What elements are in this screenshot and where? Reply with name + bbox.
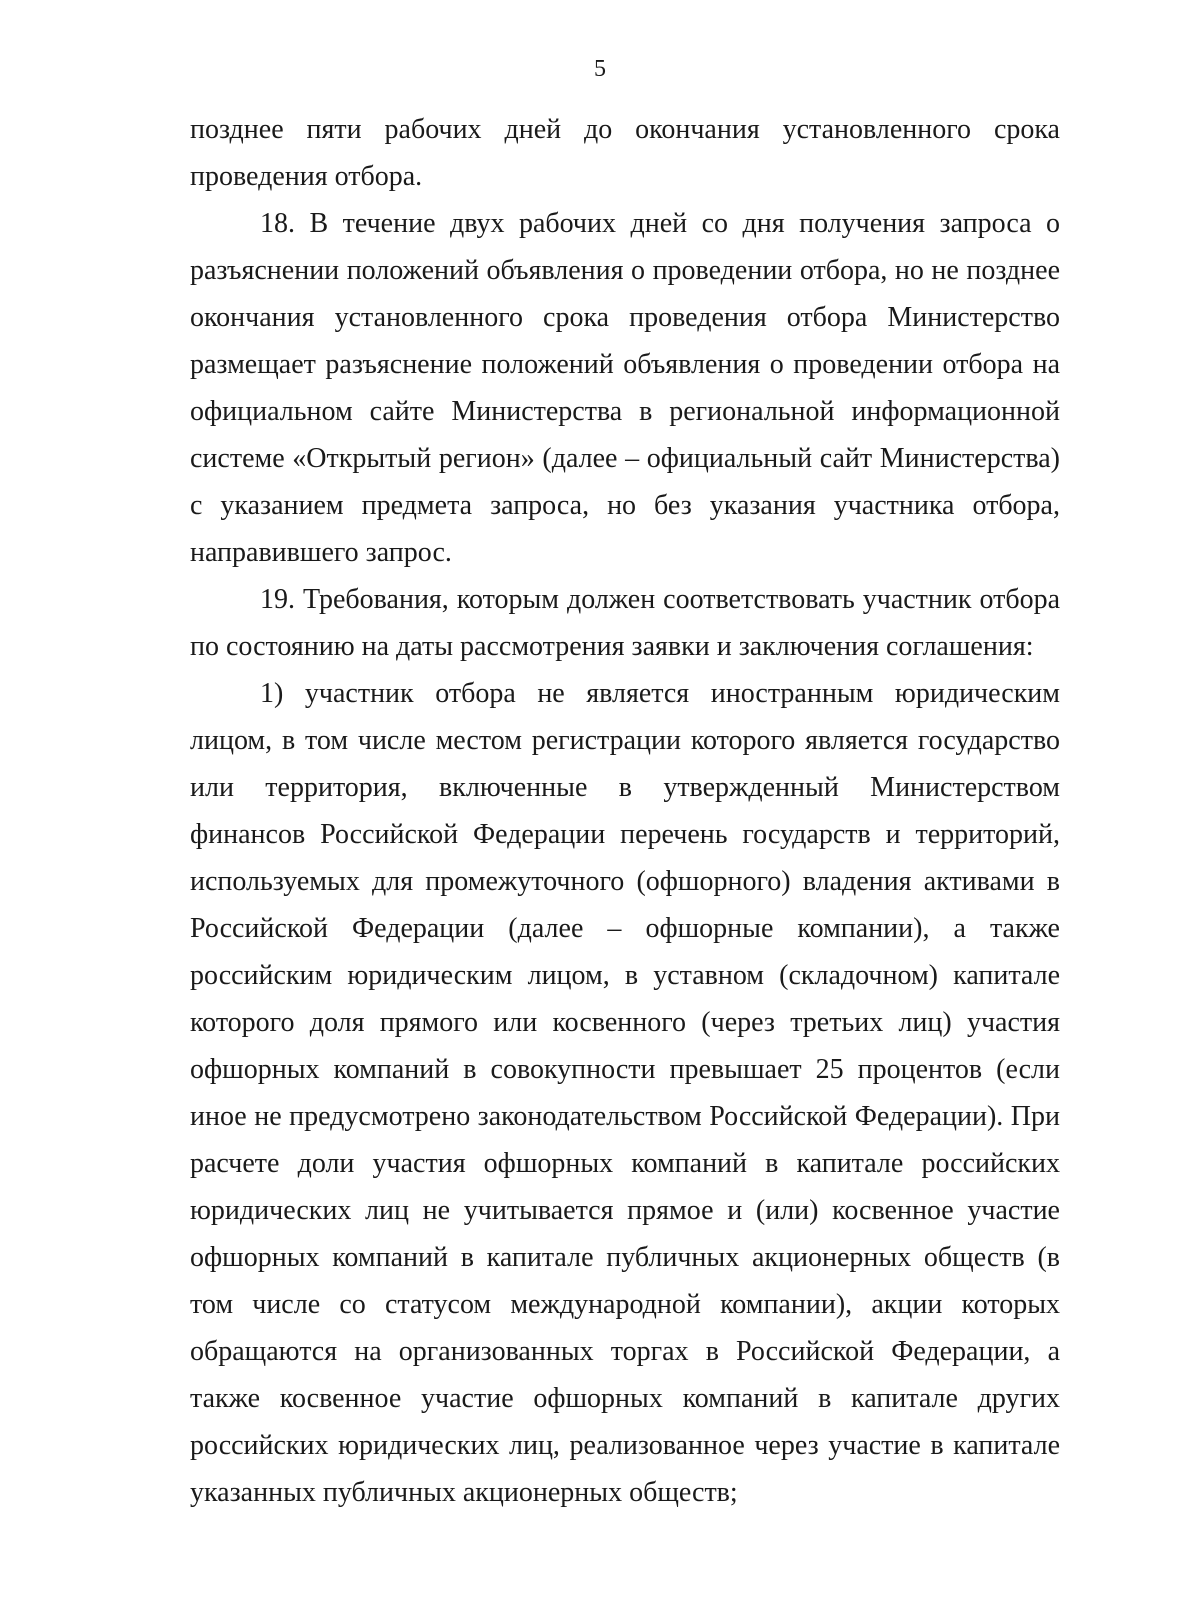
paragraph-item-18: 18. В течение двух рабочих дней со дня получения запроса о разъяснении положений объявления о проведении отбора, но не позднее окончания установленного срока проведения отбора Министерство размещает разъяснение положений объявления о проведении отбора на официальном сайте Министерства в региональной информационной системе «Открытый регион» (далее – официальный сайт Министерства) с указанием предмета запроса, но без указания участника отбора, направившего запрос. <box>190 208 1060 568</box>
paragraph-subitem-1: 1) участник отбора не является иностранным юридическим лицом, в том числе местом регистрации которого является государство или территория, включенные в утвержденный Министерством финансов Российской Федерации перечень государств и территорий, используемых для промежуточного (офшорного) владения активами в Российской Федерации (далее – офшорные компании), а также российским юридическим лицом, в уставном (складочном) капитале которого доля прямого или косвенного (через третьих лиц) участия офшорных компаний в совокупности превышает 25 процентов (если иное не предусмотрено законодательством Российской Федерации). При расчете доли участия офшорных компаний в капитале российских юридических лиц не учитывается прямое и (или) косвенное участие офшорных компаний в капитале публичных акционерных обществ (в том числе со статусом международной компании), акции которых обращаются на организованных торгах в Российской Федерации, а также косвенное участие офшорных компаний в капитале других российских юридических лиц, реализованное через участие в капитале указанных публичных акционерных обществ; <box>190 678 1060 1508</box>
page-number: 5 <box>594 56 606 82</box>
paragraph-item-19: 19. Требования, которым должен соответствовать участник отбора по состоянию на даты рассмотрения заявки и заключения соглашения: <box>190 584 1060 662</box>
paragraph-continuation: позднее пяти рабочих дней до окончания установленного срока проведения отбора. <box>190 114 1060 192</box>
document-body <box>190 106 1060 1516</box>
